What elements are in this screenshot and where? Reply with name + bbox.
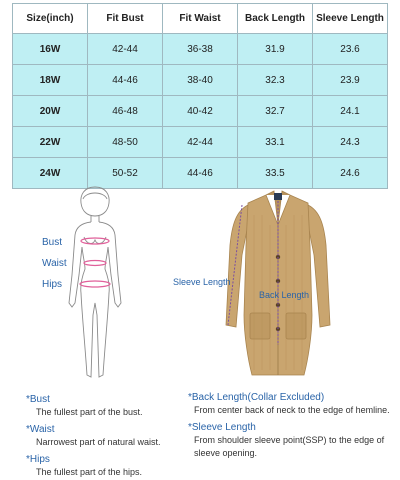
bust-cell: 48-50 <box>88 127 163 158</box>
back-length-cell: 31.9 <box>238 34 313 65</box>
waist-cell: 38-40 <box>163 65 238 96</box>
header-back-length: Back Length <box>238 4 313 34</box>
hips-note-desc: The fullest part of the hips. <box>36 467 143 477</box>
back-length-note-title: *Back Length(Collar Excluded) <box>188 392 325 403</box>
header-fit-waist: Fit Waist <box>163 4 238 34</box>
hips-label: Hips <box>42 279 63 290</box>
sleeve-length-note-desc: From shoulder sleeve point(SSP) to the edge of sleeve opening. <box>194 435 385 458</box>
table-header-row <box>13 4 388 34</box>
back-length-note-desc: From center back of neck to the edge of hemline. <box>194 405 390 415</box>
bust-note-desc: The fullest part of the bust. <box>36 407 143 417</box>
sleeve-length-cell: 24.6 <box>313 158 388 189</box>
cardigan-illustration <box>218 185 338 385</box>
size-cell: 16W <box>13 34 88 65</box>
sleeve-length-cell: 24.1 <box>313 96 388 127</box>
body-measure-notes <box>26 393 196 480</box>
table-row <box>13 127 388 158</box>
header-sleeve-length: Sleeve Length <box>313 4 388 34</box>
sleeve-length-cell: 23.6 <box>313 34 388 65</box>
size-chart-table <box>12 3 388 189</box>
garment-measure-notes <box>188 391 393 464</box>
hips-note-title: *Hips <box>26 454 50 465</box>
header-size: Size(inch) <box>13 4 88 34</box>
table-row <box>13 34 388 65</box>
sleeve-length-cell: 24.3 <box>313 127 388 158</box>
table-row <box>13 96 388 127</box>
bust-cell: 50-52 <box>88 158 163 189</box>
waist-cell: 36-38 <box>163 34 238 65</box>
body-outline-illustration <box>60 185 130 385</box>
bust-cell: 44-46 <box>88 65 163 96</box>
bust-label: Bust <box>42 237 63 248</box>
waist-cell: 40-42 <box>163 96 238 127</box>
size-cell: 22W <box>13 127 88 158</box>
waist-cell: 42-44 <box>163 127 238 158</box>
waist-note-title: *Waist <box>26 424 55 435</box>
measurement-figure-area <box>0 185 400 385</box>
waist-cell: 44-46 <box>163 158 238 189</box>
bust-cell: 46-48 <box>88 96 163 127</box>
table-row <box>13 158 388 189</box>
back-length-cell: 32.3 <box>238 65 313 96</box>
bust-cell: 42-44 <box>88 34 163 65</box>
header-fit-bust: Fit Bust <box>88 4 163 34</box>
table-row <box>13 65 388 96</box>
back-length-cell: 32.7 <box>238 96 313 127</box>
size-cell: 24W <box>13 158 88 189</box>
hips-measure-line <box>80 281 110 287</box>
sleeve-length-label: Sleeve Length <box>173 277 231 287</box>
sleeve-length-note-title: *Sleeve Length <box>188 422 256 433</box>
back-length-cell: 33.5 <box>238 158 313 189</box>
size-cell: 18W <box>13 65 88 96</box>
back-length-cell: 33.1 <box>238 127 313 158</box>
bust-note-title: *Bust <box>26 394 50 405</box>
back-length-label: Back Length <box>259 290 310 300</box>
waist-note-desc: Narrowest part of natural waist. <box>36 437 161 447</box>
waist-measure-line <box>84 261 106 266</box>
size-cell: 20W <box>13 96 88 127</box>
waist-label: Waist <box>42 258 67 269</box>
sleeve-length-cell: 23.9 <box>313 65 388 96</box>
